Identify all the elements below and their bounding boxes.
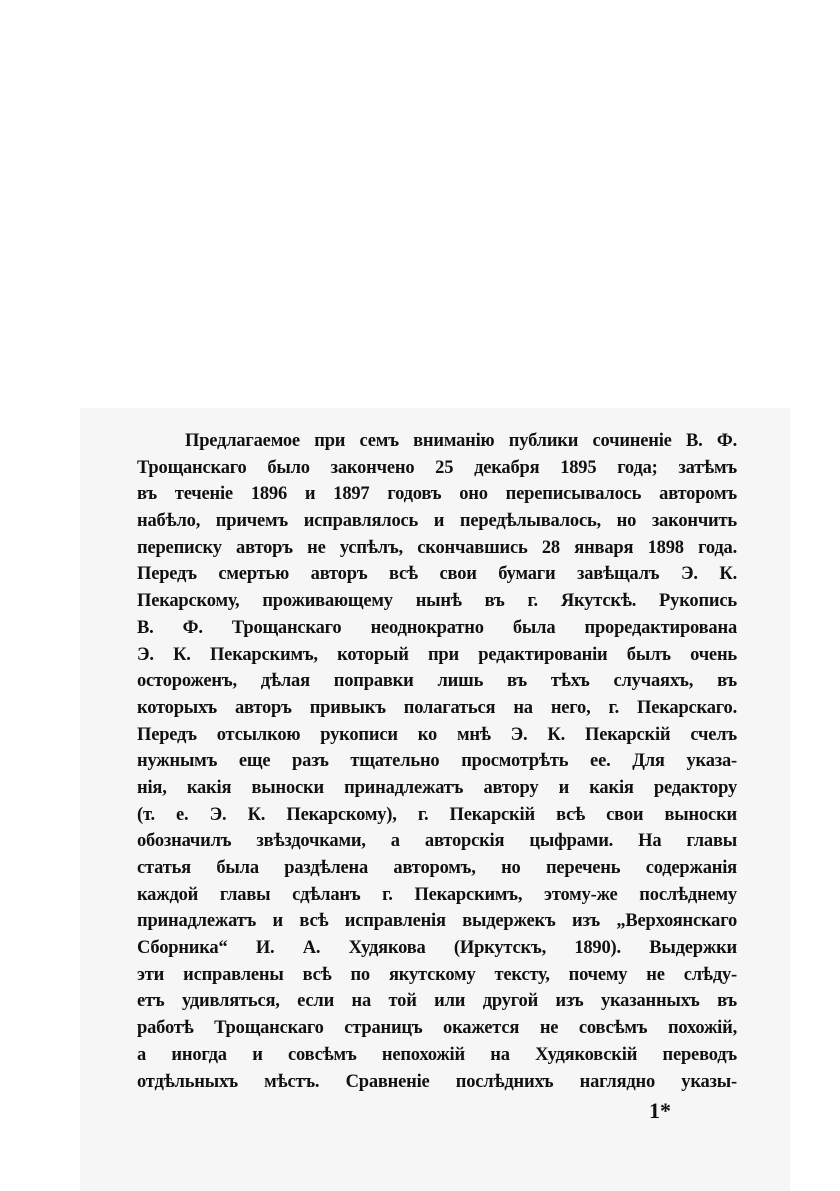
text-line: Трощанскаго было закончено 25 декабря 1895 года; затѣмъ — [137, 457, 737, 478]
text-line: Передъ смертью авторъ всѣ свои бумаги завѣщалъ Э. К. — [137, 564, 737, 585]
text-line: переписку авторъ не успѣлъ, скончавшись 28 января 1898 года. — [137, 537, 737, 558]
text-line: етъ удивляться, если на той или другой изъ указанныхъ въ — [137, 991, 737, 1012]
text-line: статья была раздѣлена авторомъ, но перечень содержанія — [137, 858, 737, 878]
text-line: Э. К. Пекарскимъ, который при редактированіи былъ очень — [137, 644, 737, 665]
text-line: нужнымъ еще разъ тщательно просмотрѣть ее. Для указа- — [137, 751, 737, 772]
text-line: Передъ отсылкою рукописи ко мнѣ Э. К. Пекарскій счелъ — [137, 724, 737, 745]
text-line: нія, какія выноски принадлежатъ автору и какія редактору — [137, 777, 737, 798]
text-line: а иногда и совсѣмъ непохожій на Худяковскій переводъ — [137, 1044, 737, 1065]
text-line: которыхъ авторъ привыкъ полагаться на него, г. Пекарскаго. — [137, 697, 737, 718]
text-line: въ теченіе 1896 и 1897 годовъ оно переписывалось авторомъ — [137, 484, 737, 505]
text-line: В. Ф. Трощанскаго неоднократно была проредактирована — [137, 617, 737, 638]
body-paragraph — [137, 428, 737, 1095]
text-line: эти исправлены всѣ по якутскому тексту, почему не слѣду- — [137, 964, 737, 985]
text-line: Пекарскому, проживающему нынѣ въ г. Якутскѣ. Рукопись — [137, 591, 737, 612]
text-line: Предлагаемое при семъ вниманію публики сочиненіе В. Ф. — [185, 431, 737, 451]
text-line: обозначилъ звѣздочками, а авторскія цыфрами. На главы — [137, 831, 737, 852]
text-line: каждой главы сдѣланъ г. Пекарскимъ, этому-же послѣднему — [137, 884, 737, 905]
text-line: Сборника“ И. А. Худякова (Иркутскъ, 1890). Выдержки — [137, 938, 737, 959]
text-line: набѣло, причемъ исправлялось и передѣлывалось, но закончить — [137, 511, 737, 532]
text-line: принадлежатъ и всѣ исправленія выдержекъ изъ „Верхоянскаго — [137, 911, 737, 932]
text-line: остороженъ, дѣлая поправки лишь въ тѣхъ случаяхъ, въ — [137, 671, 737, 692]
text-line: работѣ Трощанскаго страницъ окажется не совсѣмъ похожій, — [137, 1018, 737, 1039]
text-line: отдѣльныхъ мѣстъ. Сравненіе послѣднихъ наглядно указы- — [137, 1071, 737, 1092]
signature-mark: 1* — [649, 1098, 671, 1123]
text-line: (т. е. Э. К. Пекарскому), г. Пекарскій всѣ свои выноски — [137, 804, 737, 825]
